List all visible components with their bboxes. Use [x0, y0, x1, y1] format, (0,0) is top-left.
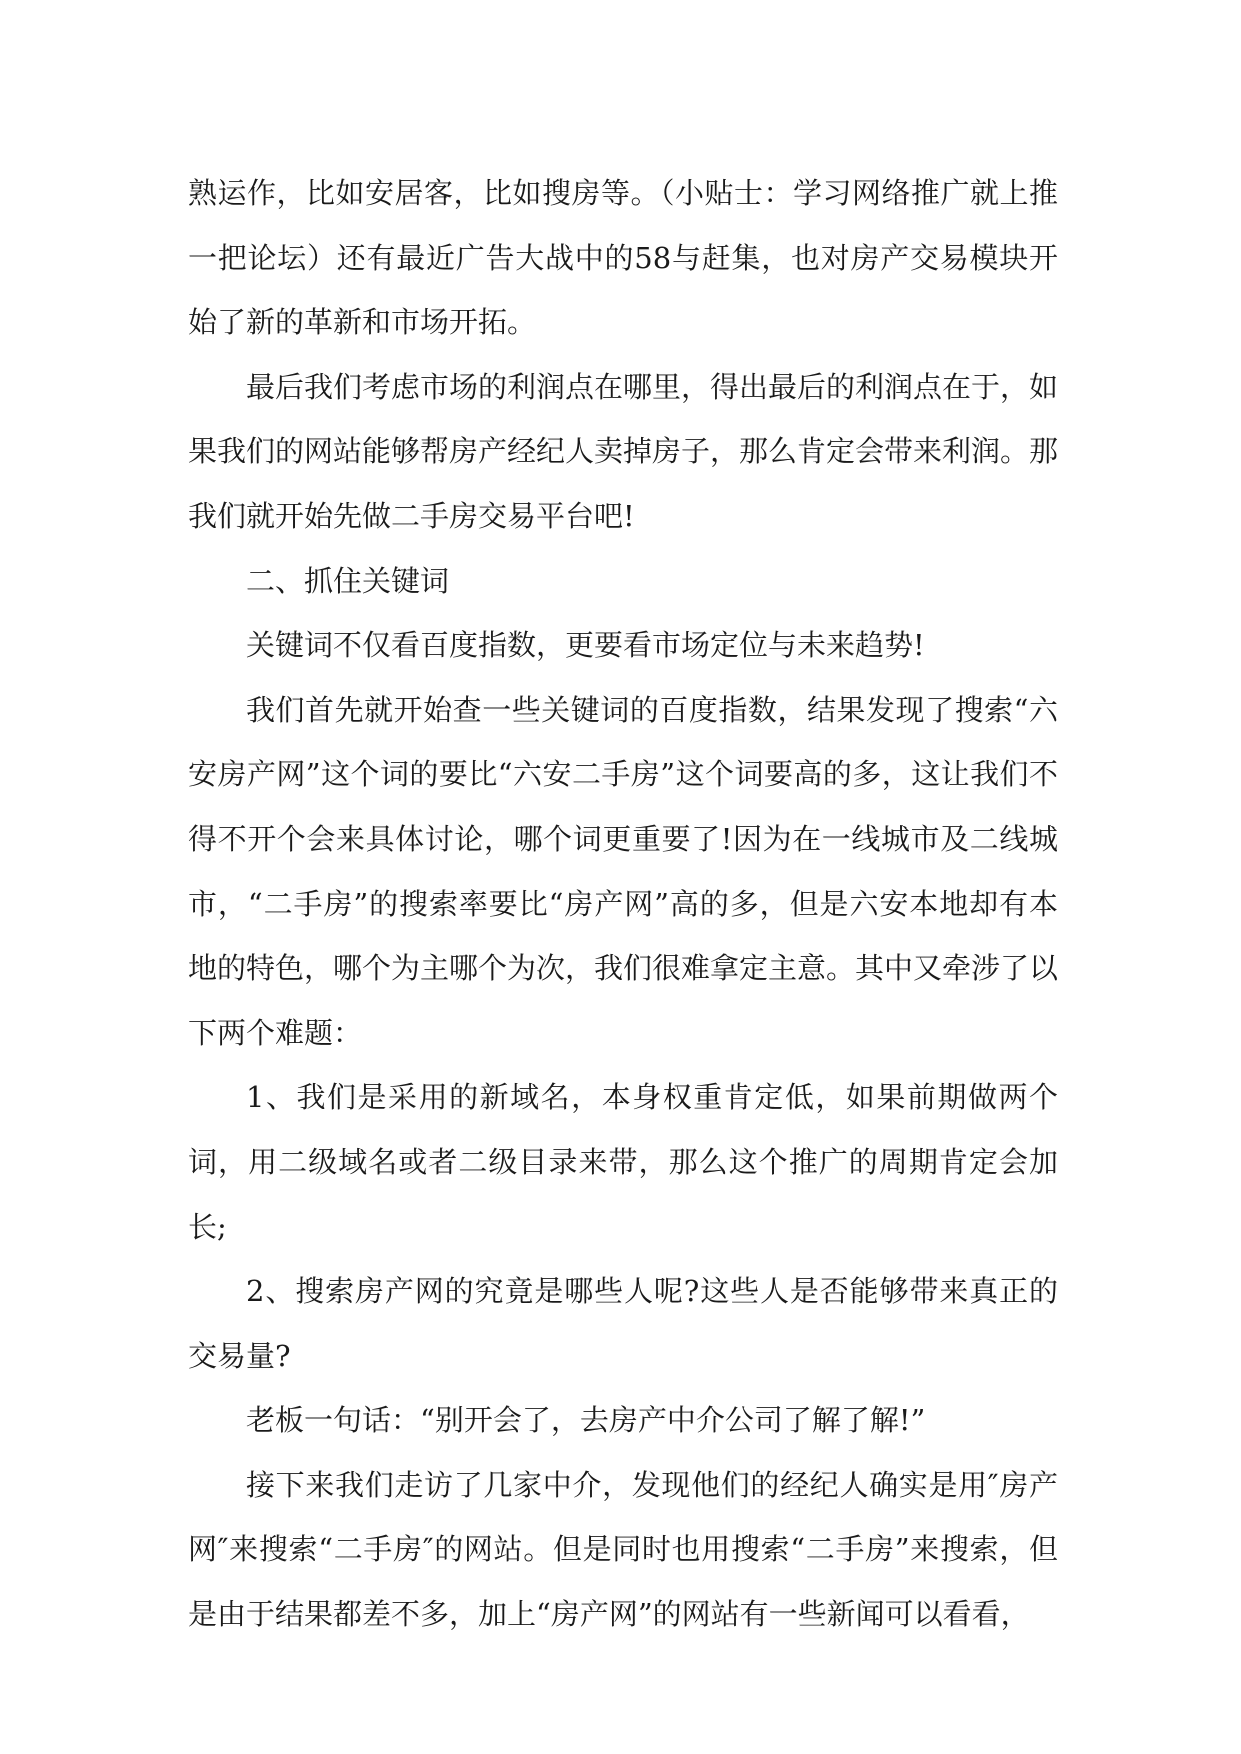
document-body: [188, 161, 1058, 1647]
section-heading: 二、抓住关键词: [246, 563, 450, 598]
paragraph-5: 接下来我们走访了几家中介，发现他们的经纪人确实是用″房产网″来搜索“二手房″的网站。但是同时也用搜索“二手房”来搜索，但是由于结果都差不多，加上“房产网”的网站有一些新闻可以看看，: [188, 1467, 1058, 1632]
paragraph-4: 我们首先就开始查一些关键词的百度指数，结果发现了搜索“六安房产网”这个词的要比“六安二手房”这个词要高的多，这让我们不得不开个会来具体讨论，哪个词更重要了!因为在一线城市及二线城市，“二手房”的搜索率要比“房产网”高的多，但是六安本地却有本地的特色，哪个为主哪个为次，我们很难拿定主意。其中又牵涉了以下两个难题：: [188, 692, 1059, 1050]
paragraph-3: 关键词不仅看百度指数，更要看市场定位与未来趋势!: [246, 628, 925, 663]
paragraph-2: 最后我们考虑市场的利润点在哪里，得出最后的利润点在于，如果我们的网站能够帮房产经纪人卖掉房子，那么肯定会带来利润。那我们就开始先做二手房交易平台吧!: [188, 369, 1059, 533]
boss-quote: 老板一句话：“别开会了，去房产中介公司了解了解!”: [246, 1403, 926, 1438]
paragraph-1: 熟运作，比如安居客，比如搜房等。（小贴士：学习网络推广就上推一把论坛）还有最近广告大战中的58与赶集，也对房产交易模块开始了新的革新和市场开拓。: [188, 176, 1058, 340]
list-item-1: 1、我们是采用的新域名，本身权重肯定低，如果前期做两个词，用二级域名或者二级目录来带，那么这个推广的周期肯定会加长;: [188, 1080, 1058, 1244]
list-item-2: 2、搜索房产网的究竟是哪些人呢?这些人是否能够带来真正的交易量?: [188, 1274, 1058, 1373]
